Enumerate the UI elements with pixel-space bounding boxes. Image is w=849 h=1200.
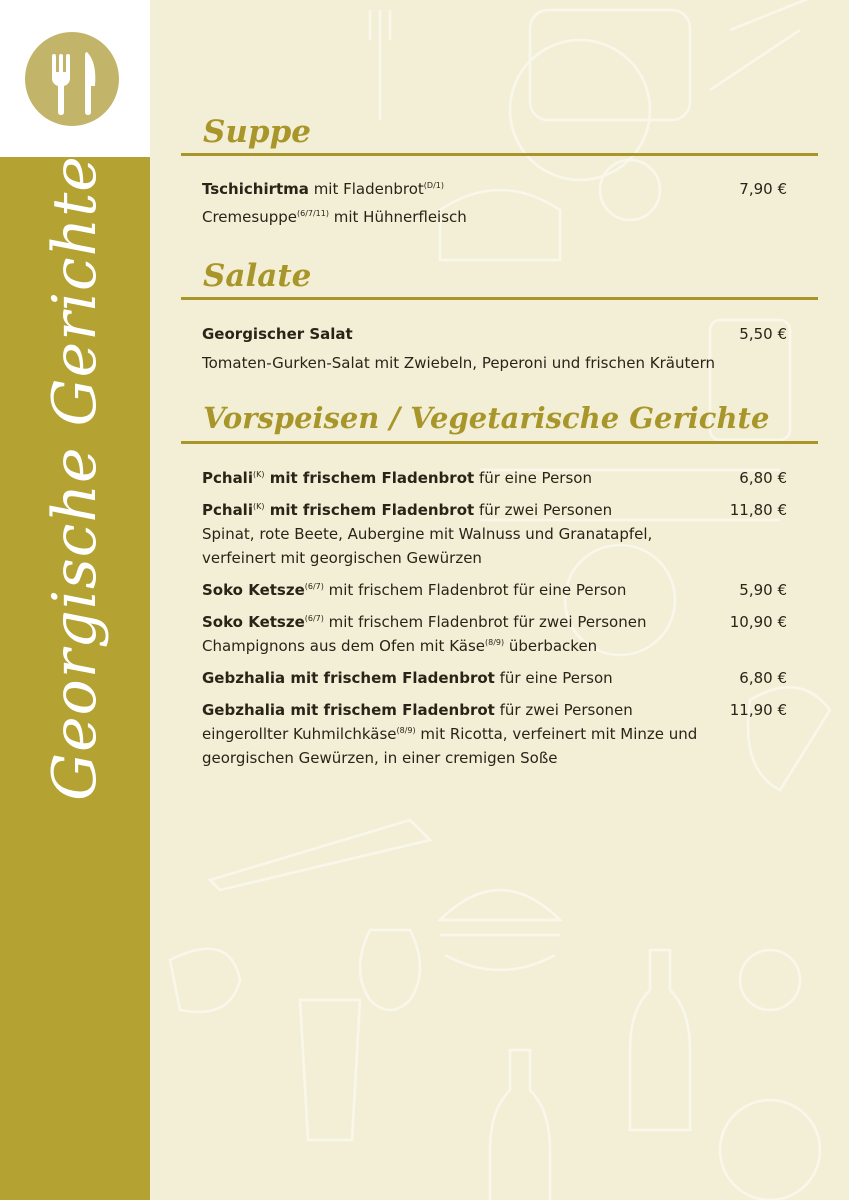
menu-item-description: Spinat, rote Beete, Aubergine mit Walnuss und Granatapfel, verfeinert mit georgischen Gewürzen — [202, 525, 653, 567]
menu-item-name — [202, 578, 792, 602]
menu-item-price: 5,90 € — [739, 581, 787, 599]
menu-item-name — [202, 698, 792, 722]
menu-item-price: 11,90 € — [729, 701, 787, 719]
item-extra: für zwei Personen — [474, 501, 613, 519]
item-name: Soko Ketsze — [202, 613, 305, 631]
section-title-vorspeisen: Vorspeisen / Vegetarische Gerichte — [203, 401, 770, 435]
item-extra: für zwei Personen — [494, 701, 633, 719]
menu-item-price: 6,80 € — [739, 669, 787, 687]
menu-item-name — [202, 177, 792, 201]
desc-text: überbacken — [504, 637, 598, 655]
section-title-suppe: Suppe — [203, 114, 312, 150]
allergen-code: (6/7) — [304, 582, 324, 591]
desc-text: mit Hühnerfleisch — [328, 208, 467, 226]
item-name: Soko Ketsze — [202, 581, 305, 599]
menu-item-price: 11,80 € — [729, 501, 787, 519]
item-name: Pchali — [202, 469, 253, 487]
menu-item-name — [202, 498, 792, 522]
menu-item-name — [202, 322, 792, 346]
item-extra: mit frischem Fladenbrot für eine Person — [323, 581, 627, 599]
allergen-code: (D/1) — [423, 181, 444, 190]
allergen-code: (K) — [252, 502, 265, 511]
section-rule-suppe — [181, 153, 818, 156]
item-name: Georgischer Salat — [202, 325, 353, 343]
allergen-code: (6/7/11) — [296, 209, 329, 218]
menu-item-price: 5,50 € — [739, 325, 787, 343]
item-extra: für eine Person — [494, 669, 613, 687]
menu-item-description — [202, 634, 762, 658]
section-rule-vorspeisen — [181, 441, 818, 444]
menu-item-price: 7,90 € — [739, 180, 787, 198]
item-extra: für eine Person — [474, 469, 592, 487]
desc-text: Champignons aus dem Ofen mit Käse — [202, 637, 486, 655]
item-name-extra: mit frischem Fladenbrot — [264, 501, 475, 519]
desc-text: eingerollter Kuhmilchkäse — [202, 725, 397, 743]
item-extra: mit frischem Fladenbrot für zwei Personen — [323, 613, 647, 631]
menu-item-name — [202, 666, 792, 690]
section-rule-salate — [181, 297, 818, 300]
menu-item-name — [202, 466, 792, 490]
side-title: Georgische Gerichte — [40, 155, 110, 801]
section-title-salate: Salate — [203, 258, 312, 294]
menu-item-description: Tomaten-Gurken-Salat mit Zwiebeln, Peperoni und frischen Kräutern — [202, 354, 715, 372]
menu-item-price: 10,90 € — [729, 613, 787, 631]
allergen-code: (K) — [252, 470, 265, 479]
item-name: Gebzhalia mit frischem Fladenbrot — [202, 669, 495, 687]
desc-text: Cremesuppe — [202, 208, 297, 226]
item-name: Gebzhalia mit frischem Fladenbrot — [202, 701, 495, 719]
menu-item-name — [202, 610, 792, 634]
item-name-extra: mit frischem Fladenbrot — [264, 469, 475, 487]
allergen-code: (8/9) — [485, 638, 505, 647]
menu-item-price: 6,80 € — [739, 469, 787, 487]
allergen-code: (6/7) — [304, 614, 324, 623]
item-name: Pchali — [202, 501, 253, 519]
desc-text: mit Ricotta, verfeinert mit Minze und georgischen Gewürzen, in einer cremigen Soße — [202, 725, 698, 767]
allergen-code: (8/9) — [396, 726, 416, 735]
menu-item-description — [202, 205, 762, 229]
item-extra: mit Fladenbrot — [308, 180, 424, 198]
menu-item-description — [202, 722, 712, 770]
item-name: Tschichirtma — [202, 180, 309, 198]
